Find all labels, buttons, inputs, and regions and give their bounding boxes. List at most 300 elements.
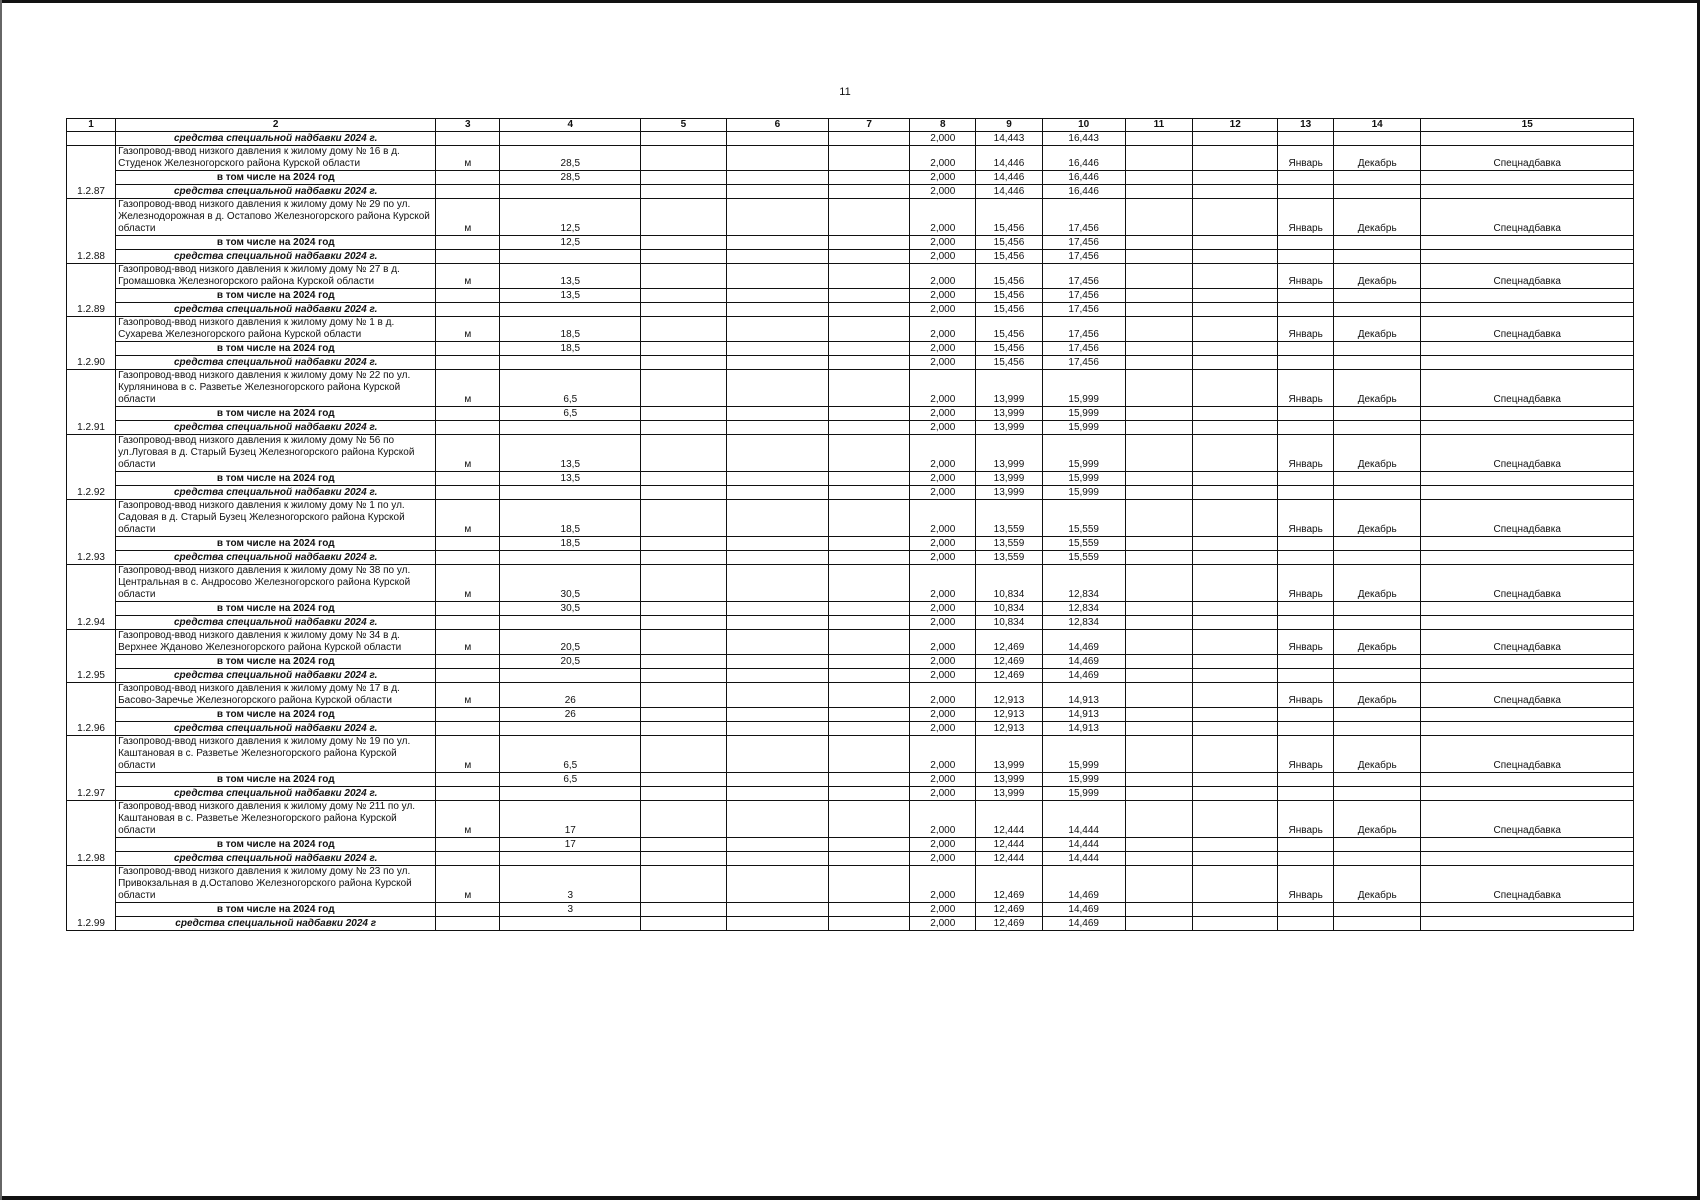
start-month: Январь	[1278, 370, 1334, 407]
item-code: 1.2.92	[67, 435, 116, 500]
table-row-special-allowance	[67, 303, 1634, 317]
funding-source: Спецнадбавка	[1421, 199, 1634, 236]
quantity: 28,5	[500, 146, 641, 171]
table-row-special-allowance	[67, 616, 1634, 630]
unit-of-measure: м	[436, 736, 500, 773]
value-col-9: 13,999	[976, 486, 1042, 500]
start-month: Январь	[1278, 146, 1334, 171]
value-col-9: 13,559	[976, 500, 1042, 537]
special-allowance-label: средства специальной надбавки 2024 г	[116, 917, 436, 931]
start-month: Январь	[1278, 683, 1334, 708]
object-name: Газопровод-ввод низкого давления к жилому дому № 56 по ул.Луговая в д. Старый Бузец Железногорского района Курской области	[116, 435, 436, 472]
value-col-9: 15,456	[976, 356, 1042, 370]
value-col-8: 2,000	[910, 317, 976, 342]
value-col-10: 14,444	[1042, 801, 1125, 838]
value-col-9: 15,456	[976, 303, 1042, 317]
col-header-15: 15	[1421, 119, 1634, 132]
table-row-special-allowance	[67, 917, 1634, 931]
object-name: Газопровод-ввод низкого давления к жилому дому № 22 по ул. Курлянинова в с. Разветье Железногорского района Курской области	[116, 370, 436, 407]
value-col-8: 2,000	[910, 342, 976, 356]
col-header-13: 13	[1278, 119, 1334, 132]
value-col-9: 10,834	[976, 602, 1042, 616]
value-col-10: 14,469	[1042, 917, 1125, 931]
table-row	[67, 317, 1634, 342]
end-month: Декабрь	[1333, 370, 1421, 407]
value-col-10: 17,456	[1042, 250, 1125, 264]
unit-of-measure: м	[436, 565, 500, 602]
object-name: Газопровод-ввод низкого давления к жилому дому № 1 по ул. Садовая в д. Старый Бузец Железногорского района Курской области	[116, 500, 436, 537]
table-row	[67, 630, 1634, 655]
value-col-10: 17,456	[1042, 199, 1125, 236]
value-col-10: 15,999	[1042, 407, 1125, 421]
value-col-10: 15,559	[1042, 551, 1125, 565]
value-col-9: 15,456	[976, 199, 1042, 236]
value-col-9: 13,999	[976, 472, 1042, 486]
col-header-2: 2	[116, 119, 436, 132]
value-col-10: 14,444	[1042, 852, 1125, 866]
subtotal-label: в том числе на 2024 год	[116, 289, 436, 303]
object-name: Газопровод-ввод низкого давления к жилому дому № 16 в д. Студенок Железногорского района Курской области	[116, 146, 436, 171]
value-col-10: 17,456	[1042, 303, 1125, 317]
col-header-10: 10	[1042, 119, 1125, 132]
table-row-subtotal	[67, 655, 1634, 669]
value-col-9: 13,999	[976, 773, 1042, 787]
end-month: Декабрь	[1333, 630, 1421, 655]
subtotal-quantity: 13,5	[500, 289, 641, 303]
quantity: 18,5	[500, 500, 641, 537]
col-header-14: 14	[1333, 119, 1421, 132]
value-col-8: 2,000	[910, 801, 976, 838]
subtotal-quantity: 26	[500, 708, 641, 722]
start-month: Январь	[1278, 500, 1334, 537]
value-col-10: 16,446	[1042, 171, 1125, 185]
value-col-8: 2,000	[910, 708, 976, 722]
value-col-10: 16,446	[1042, 146, 1125, 171]
unit-of-measure: м	[436, 801, 500, 838]
end-month: Декабрь	[1333, 736, 1421, 773]
value-col-10: 14,444	[1042, 838, 1125, 852]
special-allowance-label: средства специальной надбавки 2024 г.	[116, 852, 436, 866]
subtotal-label: в том числе на 2024 год	[116, 708, 436, 722]
value-col-8: 2,000	[910, 787, 976, 801]
item-code: 1.2.88	[67, 199, 116, 264]
value-col-10: 17,456	[1042, 264, 1125, 289]
quantity: 30,5	[500, 565, 641, 602]
start-month: Январь	[1278, 630, 1334, 655]
value-col-10: 15,999	[1042, 486, 1125, 500]
object-name: Газопровод-ввод низкого давления к жилому дому № 34 в д. Верхнее Жданово Железногорского района Курской области	[116, 630, 436, 655]
object-name: Газопровод-ввод низкого давления к жилому дому № 19 по ул. Каштановая в с. Разветье Железногорского района Курской области	[116, 736, 436, 773]
value-col-9: 12,913	[976, 708, 1042, 722]
quantity: 13,5	[500, 435, 641, 472]
value-col-8: 2,000	[910, 903, 976, 917]
funding-source: Спецнадбавка	[1421, 500, 1634, 537]
special-allowance-label: средства специальной надбавки 2024 г.	[116, 250, 436, 264]
value-col-8: 2,000	[910, 303, 976, 317]
special-allowance-label: средства специальной надбавки 2024 г.	[116, 303, 436, 317]
value-col-8: 2,000	[910, 551, 976, 565]
table-row	[67, 370, 1634, 407]
value-col-9: 13,999	[976, 736, 1042, 773]
scan-border-top	[0, 0, 1700, 3]
funding-source: Спецнадбавка	[1421, 866, 1634, 903]
funding-source: Спецнадбавка	[1421, 565, 1634, 602]
value-col-9: 10,834	[976, 565, 1042, 602]
unit-of-measure: м	[436, 264, 500, 289]
quantity: 6,5	[500, 370, 641, 407]
scan-border-left	[0, 0, 2, 1200]
object-name: Газопровод-ввод низкого давления к жилому дому № 38 по ул. Центральная в с. Андросово Железногорского района Курской области	[116, 565, 436, 602]
end-month: Декабрь	[1333, 435, 1421, 472]
subtotal-quantity: 13,5	[500, 472, 641, 486]
subtotal-label: в том числе на 2024 год	[116, 236, 436, 250]
start-month: Январь	[1278, 264, 1334, 289]
value-col-9: 15,456	[976, 289, 1042, 303]
value-col-10: 14,913	[1042, 722, 1125, 736]
table-row-special-allowance	[67, 722, 1634, 736]
end-month: Декабрь	[1333, 683, 1421, 708]
subtotal-label: в том числе на 2024 год	[116, 171, 436, 185]
value-col-9: 12,469	[976, 917, 1042, 931]
subtotal-label: в том числе на 2024 год	[116, 903, 436, 917]
funding-source: Спецнадбавка	[1421, 435, 1634, 472]
funding-source: Спецнадбавка	[1421, 801, 1634, 838]
table-row-subtotal	[67, 171, 1634, 185]
value-col-9: 12,469	[976, 630, 1042, 655]
subtotal-quantity: 12,5	[500, 236, 641, 250]
value-col-10: 15,999	[1042, 421, 1125, 435]
subtotal-label: в том числе на 2024 год	[116, 407, 436, 421]
value-col-9: 12,469	[976, 669, 1042, 683]
value-col-8: 2,000	[910, 356, 976, 370]
subtotal-quantity: 3	[500, 903, 641, 917]
table-row	[67, 683, 1634, 708]
end-month: Декабрь	[1333, 866, 1421, 903]
value-col-8: 2,000	[910, 370, 976, 407]
col-header-9: 9	[976, 119, 1042, 132]
value-col-8: 2,000	[910, 264, 976, 289]
funding-source: Спецнадбавка	[1421, 370, 1634, 407]
value-col-10: 14,913	[1042, 683, 1125, 708]
quantity: 12,5	[500, 199, 641, 236]
subtotal-label: в том числе на 2024 год	[116, 655, 436, 669]
subtotal-label: в том числе на 2024 год	[116, 472, 436, 486]
start-month: Январь	[1278, 199, 1334, 236]
table-row-special-allowance	[67, 250, 1634, 264]
object-name: Газопровод-ввод низкого давления к жилому дому № 23 по ул. Привокзальная в д.Остапово Железногорского района Курской области	[116, 866, 436, 903]
quantity: 26	[500, 683, 641, 708]
table-row-special-allowance	[67, 421, 1634, 435]
special-allowance-label: средства специальной надбавки 2024 г.	[116, 722, 436, 736]
subtotal-quantity: 18,5	[500, 537, 641, 551]
special-allowance-label: средства специальной надбавки 2024 г.	[116, 356, 436, 370]
subtotal-quantity: 20,5	[500, 655, 641, 669]
funding-source: Спецнадбавка	[1421, 317, 1634, 342]
value-col-10: 12,834	[1042, 602, 1125, 616]
value-col-9: 15,456	[976, 250, 1042, 264]
value-col-10: 17,456	[1042, 342, 1125, 356]
subtotal-quantity: 6,5	[500, 773, 641, 787]
table-row	[67, 264, 1634, 289]
subtotal-label: в том числе на 2024 год	[116, 602, 436, 616]
item-code: 1.2.91	[67, 370, 116, 435]
value-col-8: 2,000	[910, 602, 976, 616]
value-col-9: 13,999	[976, 370, 1042, 407]
top-special-row	[67, 132, 1634, 146]
value-col-9: 12,913	[976, 683, 1042, 708]
object-name: Газопровод-ввод низкого давления к жилому дому № 211 по ул. Каштановая в с. Разветье Железногорского района Курской области	[116, 801, 436, 838]
investment-program-table	[66, 118, 1634, 931]
special-allowance-label: средства специальной надбавки 2024 г.	[116, 421, 436, 435]
page-number: 11	[839, 86, 851, 98]
quantity: 6,5	[500, 736, 641, 773]
end-month: Декабрь	[1333, 264, 1421, 289]
end-month: Декабрь	[1333, 146, 1421, 171]
start-month: Январь	[1278, 565, 1334, 602]
value-col-10: 14,469	[1042, 669, 1125, 683]
start-month: Январь	[1278, 866, 1334, 903]
value-col-10: 14,469	[1042, 630, 1125, 655]
unit-of-measure: м	[436, 370, 500, 407]
subtotal-label: в том числе на 2024 год	[116, 342, 436, 356]
value-col-8: 2,000	[910, 500, 976, 537]
unit-of-measure: м	[436, 500, 500, 537]
value-col-9: 13,559	[976, 551, 1042, 565]
value-col-10: 14,469	[1042, 866, 1125, 903]
table-row-subtotal	[67, 342, 1634, 356]
col-header-1: 1	[67, 119, 116, 132]
quantity: 20,5	[500, 630, 641, 655]
value-col-8: 2,000	[910, 630, 976, 655]
col-header-5: 5	[641, 119, 726, 132]
value-col-9: 12,444	[976, 852, 1042, 866]
subtotal-quantity: 18,5	[500, 342, 641, 356]
end-month: Декабрь	[1333, 565, 1421, 602]
value-col-8: 2,000	[910, 407, 976, 421]
table-row	[67, 435, 1634, 472]
special-allowance-label: средства специальной надбавки 2024 г.	[116, 669, 436, 683]
value-col-10: 16,446	[1042, 185, 1125, 199]
value-col-10: 15,999	[1042, 472, 1125, 486]
col-header-12: 12	[1193, 119, 1278, 132]
start-month: Январь	[1278, 435, 1334, 472]
table-row-special-allowance	[67, 669, 1634, 683]
value-col-8: 2,000	[910, 199, 976, 236]
value-col-9: 14,446	[976, 146, 1042, 171]
special-allowance-label: средства специальной надбавки 2024 г.	[116, 486, 436, 500]
funding-source: Спецнадбавка	[1421, 683, 1634, 708]
col-header-6: 6	[726, 119, 828, 132]
unit-of-measure: м	[436, 199, 500, 236]
value-col-10: 17,456	[1042, 356, 1125, 370]
quantity: 17	[500, 801, 641, 838]
value-col-10: 15,999	[1042, 435, 1125, 472]
col-header-11: 11	[1125, 119, 1192, 132]
unit-of-measure: м	[436, 866, 500, 903]
subtotal-label: в том числе на 2024 год	[116, 537, 436, 551]
value-col-9: 13,999	[976, 435, 1042, 472]
funding-source: Спецнадбавка	[1421, 630, 1634, 655]
value-col-10: 14,913	[1042, 708, 1125, 722]
table-row	[67, 736, 1634, 773]
subtotal-label: в том числе на 2024 год	[116, 773, 436, 787]
value-col-9: 15,456	[976, 317, 1042, 342]
subtotal-quantity: 6,5	[500, 407, 641, 421]
table-row	[67, 500, 1634, 537]
unit-of-measure: м	[436, 317, 500, 342]
value-col-8: 2,000	[910, 669, 976, 683]
value-col-10: 15,559	[1042, 500, 1125, 537]
item-code: 1.2.99	[67, 866, 116, 931]
funding-source: Спецнадбавка	[1421, 736, 1634, 773]
value-col-8: 2,000	[910, 537, 976, 551]
unit-of-measure: м	[436, 146, 500, 171]
value-col-8: 2,000	[910, 565, 976, 602]
item-code: 1.2.87	[67, 146, 116, 199]
table-row-special-allowance	[67, 486, 1634, 500]
end-month: Декабрь	[1333, 199, 1421, 236]
subtotal-quantity: 17	[500, 838, 641, 852]
end-month: Декабрь	[1333, 500, 1421, 537]
value-col-9: 13,999	[976, 421, 1042, 435]
item-code: 1.2.98	[67, 801, 116, 866]
quantity: 18,5	[500, 317, 641, 342]
table-row-subtotal	[67, 537, 1634, 551]
value-col-8: 2,000	[910, 250, 976, 264]
value-col-8: 2,000	[910, 132, 976, 146]
value-col-9: 14,443	[976, 132, 1042, 146]
value-col-9: 10,834	[976, 616, 1042, 630]
value-col-8: 2,000	[910, 852, 976, 866]
value-col-9: 12,469	[976, 866, 1042, 903]
value-col-8: 2,000	[910, 171, 976, 185]
table-row-subtotal	[67, 838, 1634, 852]
value-col-10: 12,834	[1042, 565, 1125, 602]
value-col-10: 17,456	[1042, 317, 1125, 342]
special-allowance-label: средства специальной надбавки 2024 г.	[116, 787, 436, 801]
object-name: Газопровод-ввод низкого давления к жилому дому № 29 по ул. Железнодорожная в д. Остапово Железногорского района Курской области	[116, 199, 436, 236]
subtotal-quantity: 28,5	[500, 171, 641, 185]
value-col-8: 2,000	[910, 435, 976, 472]
table-row-subtotal	[67, 236, 1634, 250]
table-row-subtotal	[67, 472, 1634, 486]
funding-source: Спецнадбавка	[1421, 146, 1634, 171]
item-code: 1.2.96	[67, 683, 116, 736]
value-col-9: 15,456	[976, 342, 1042, 356]
value-col-8: 2,000	[910, 289, 976, 303]
item-code: 1.2.97	[67, 736, 116, 801]
col-header-7: 7	[829, 119, 910, 132]
table-row-special-allowance	[67, 185, 1634, 199]
value-col-9: 15,456	[976, 236, 1042, 250]
col-header-3: 3	[436, 119, 500, 132]
value-col-9: 14,446	[976, 185, 1042, 199]
special-allowance-label: средства специальной надбавки 2024 г.	[116, 551, 436, 565]
value-col-9: 13,999	[976, 787, 1042, 801]
unit-of-measure: м	[436, 435, 500, 472]
scan-border-bottom	[0, 1196, 1700, 1200]
column-number-row	[67, 119, 1634, 132]
start-month: Январь	[1278, 801, 1334, 838]
object-name: Газопровод-ввод низкого давления к жилому дому № 1 в д. Сухарева Железногорского района Курской области	[116, 317, 436, 342]
value-col-8: 2,000	[910, 236, 976, 250]
special-allowance-label: средства специальной надбавки 2024 г.	[116, 132, 436, 146]
quantity: 3	[500, 866, 641, 903]
value-col-10: 14,469	[1042, 655, 1125, 669]
item-code: 1.2.95	[67, 630, 116, 683]
table-row-special-allowance	[67, 787, 1634, 801]
table-row-subtotal	[67, 602, 1634, 616]
value-col-9: 12,913	[976, 722, 1042, 736]
value-col-10: 15,559	[1042, 537, 1125, 551]
item-code: 1.2.90	[67, 317, 116, 370]
value-col-9: 12,444	[976, 838, 1042, 852]
table-row-special-allowance	[67, 551, 1634, 565]
table-row	[67, 146, 1634, 171]
value-col-9: 12,469	[976, 903, 1042, 917]
table-row-subtotal	[67, 773, 1634, 787]
value-col-10: 15,999	[1042, 773, 1125, 787]
subtotal-quantity: 30,5	[500, 602, 641, 616]
value-col-8: 2,000	[910, 722, 976, 736]
value-col-8: 2,000	[910, 866, 976, 903]
table-row-subtotal	[67, 289, 1634, 303]
table-row	[67, 801, 1634, 838]
table-row	[67, 565, 1634, 602]
value-col-8: 2,000	[910, 917, 976, 931]
start-month: Январь	[1278, 736, 1334, 773]
value-col-9: 13,559	[976, 537, 1042, 551]
table-row-special-allowance	[67, 852, 1634, 866]
start-month: Январь	[1278, 317, 1334, 342]
value-col-10: 16,443	[1042, 132, 1125, 146]
value-col-9: 12,469	[976, 655, 1042, 669]
value-col-10: 14,469	[1042, 903, 1125, 917]
value-col-10: 12,834	[1042, 616, 1125, 630]
col-header-8: 8	[910, 119, 976, 132]
special-allowance-label: средства специальной надбавки 2024 г.	[116, 616, 436, 630]
special-allowance-label: средства специальной надбавки 2024 г.	[116, 185, 436, 199]
unit-of-measure: м	[436, 683, 500, 708]
value-col-10: 17,456	[1042, 289, 1125, 303]
value-col-8: 2,000	[910, 146, 976, 171]
value-col-8: 2,000	[910, 736, 976, 773]
value-col-8: 2,000	[910, 472, 976, 486]
table-row-subtotal	[67, 708, 1634, 722]
value-col-9: 13,999	[976, 407, 1042, 421]
value-col-8: 2,000	[910, 421, 976, 435]
value-col-10: 15,999	[1042, 736, 1125, 773]
value-col-8: 2,000	[910, 616, 976, 630]
funding-source: Спецнадбавка	[1421, 264, 1634, 289]
table-row	[67, 866, 1634, 903]
item-code: 1.2.93	[67, 500, 116, 565]
value-col-10: 17,456	[1042, 236, 1125, 250]
value-col-8: 2,000	[910, 486, 976, 500]
object-name: Газопровод-ввод низкого давления к жилому дому № 27 в д. Громашовка Железногорского района Курской области	[116, 264, 436, 289]
value-col-8: 2,000	[910, 838, 976, 852]
value-col-8: 2,000	[910, 185, 976, 199]
table-row-special-allowance	[67, 356, 1634, 370]
value-col-8: 2,000	[910, 773, 976, 787]
item-code: 1.2.94	[67, 565, 116, 630]
table-row-subtotal	[67, 903, 1634, 917]
value-col-9: 12,444	[976, 801, 1042, 838]
value-col-9: 14,446	[976, 171, 1042, 185]
value-col-8: 2,000	[910, 655, 976, 669]
item-code: 1.2.89	[67, 264, 116, 317]
object-name: Газопровод-ввод низкого давления к жилому дому № 17 в д. Басово-Заречье Железногорского района Курской области	[116, 683, 436, 708]
